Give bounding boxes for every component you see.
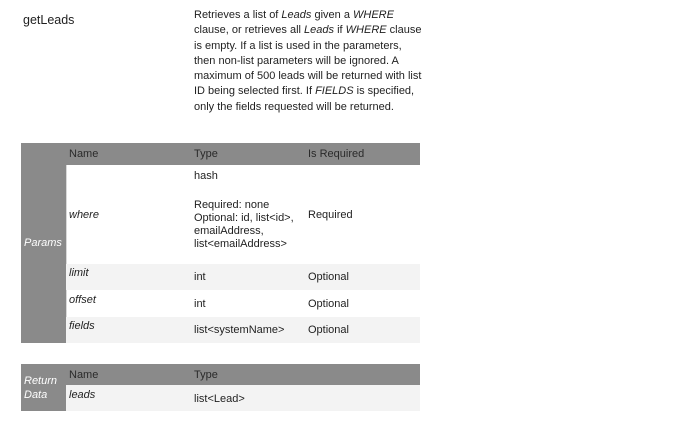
return-type: list<Lead> [194,393,245,405]
param-required: Required [308,209,353,221]
return-header-row [66,364,420,385]
row-divider [66,290,67,317]
param-type-detail-line: list<emailAddress> [194,238,287,250]
param-required: Optional [308,298,349,310]
param-name: fields [69,320,95,332]
params-side-label [21,143,66,343]
return-label [24,374,57,402]
return-header-name: Name [69,369,99,381]
return-label-line: Return [24,375,58,387]
param-name: offset [69,294,96,306]
return-row [66,385,420,411]
return-data-table [21,364,420,411]
param-type-details [194,199,294,251]
params-header-name: Name [69,148,99,160]
params-table [21,143,420,343]
param-required: Optional [308,271,349,283]
param-name: where [69,209,99,221]
param-type-detail-line: Optional: id, list<id>, [194,212,294,224]
params-header-type: Type [194,148,218,160]
param-type-detail-line: Required: none [194,199,270,211]
param-type-detail-line: emailAddress, [194,225,264,237]
return-side-label [21,364,66,411]
method-description: Retrieves a list of Leads given a WHERE clause, or retrieves all Leads if WHERE clause is empty. If a list is used in the parameters, then non-list parameters will be ignored. A maximum of 500 leads will be returned with list ID being selected first. If FIELDS is specified, only the fields requested will be returned. [194,9,422,113]
param-type: int [194,298,206,310]
param-row-limit [66,264,420,290]
param-type: list<systemName> [194,324,285,336]
param-row-fields [66,317,420,343]
param-required: Optional [308,324,349,336]
method-name: getLeads [23,13,75,27]
param-name: limit [69,267,89,279]
param-row-where [66,165,420,264]
param-row-offset [66,290,420,317]
params-header-row [66,143,420,165]
params-label: Params [24,237,62,249]
return-label-line: Data [24,389,48,401]
param-type: int [194,271,206,283]
param-type: hash [194,170,218,182]
return-header-type: Type [194,369,218,381]
row-divider [66,165,67,264]
return-name: leads [69,389,96,401]
params-header-required: Is Required [308,148,365,160]
